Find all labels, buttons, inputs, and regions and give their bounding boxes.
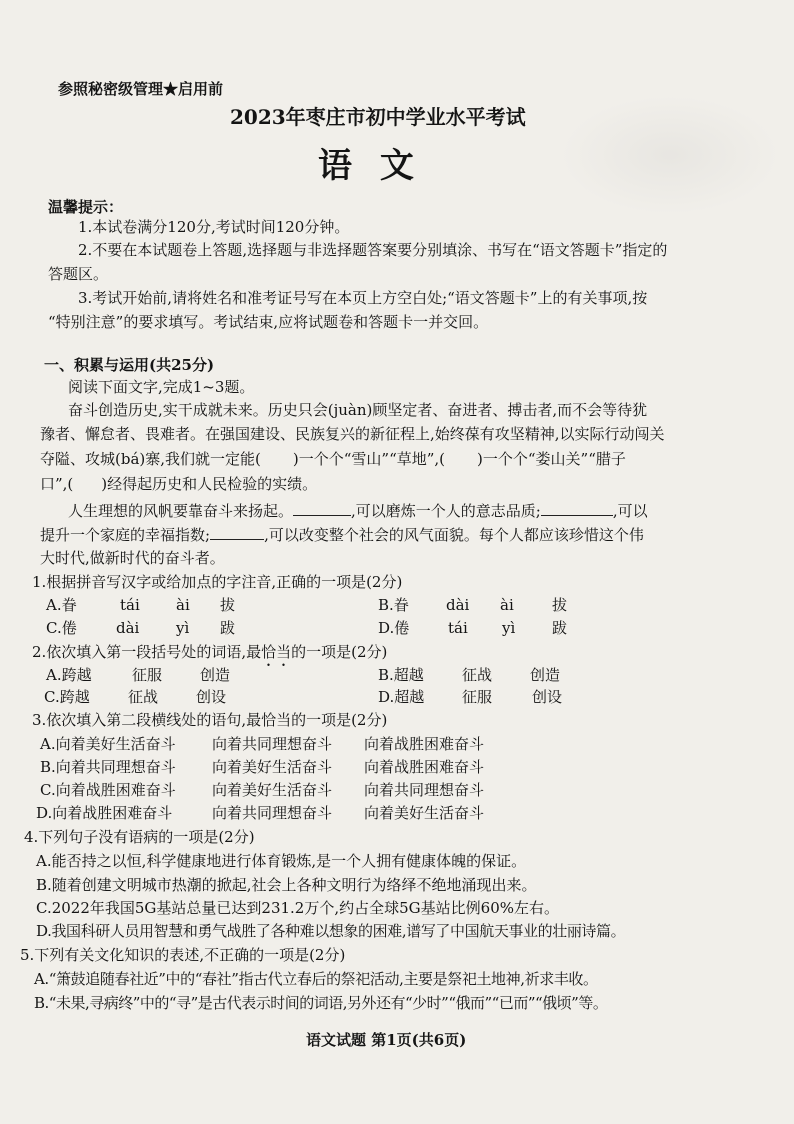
passage-p1-line3 xyxy=(40,450,626,468)
passage-p1-line1: 奋斗创造历史,实干成就未来。历史只会(juàn)顾坚定者、奋进者、搏击者,而不会等待犹 xyxy=(68,401,648,419)
blank-3 xyxy=(210,525,264,540)
passage-p2-line1-c: ,可以 xyxy=(612,502,648,520)
section-title: 一、积累与运用(共25分) xyxy=(44,356,215,374)
passage-p1-line3-a: 夺隘、攻城(bá)寨,我们就一定能( xyxy=(40,450,261,468)
notice-item-3-cont: “特别注意”的要求填写。考试结束,应将试题卷和答题卡一并交回。 xyxy=(48,313,489,331)
passage-p2-line1-b: ,可以磨炼一个人的意志品质; xyxy=(351,502,541,520)
secrecy-label: 参照秘密级管理★启用前 xyxy=(58,80,224,98)
subject-title: 语 文 xyxy=(318,146,422,186)
passage-p2-line1-a: 人生理想的风帆要靠奋斗来扬起。 xyxy=(68,502,294,520)
notice-item-3: 3.考试开始前,请将姓名和准考证号写在本页上方空白处;“语文答题卡”上的有关事项,按 xyxy=(78,289,648,307)
passage-p1-line3-c: )一个个“娄山关”“腊子 xyxy=(477,450,626,468)
exam-page: 参照秘密级管理★启用前 2023年枣庄市初中学业水平考试 语 文 温馨提示： 1.本试卷满分120分,考试时间120分钟。 2.不要在本试题卷上答题,选择题与非选择题答案要分别填涂、书写在“语文答题卡”指定的 答题区。 3.考试开始前,请将姓名和准考证号写在本页上方空白处;“语文答题卡”上的有关事项,按 “特别注意”的要求填写。考试结束,应将试题卷和答题卡一并交回。 一、积累与运用(共25分) 阅读下面文字,完成1~3题。 奋斗创造历史,实干成就未来。历史只会(juàn)顾坚定者、奋进者、搏击者,而不会等待犹 豫者、懈怠者、畏难者。在强国建设、民族复兴的新征程上,始终葆有攻坚精神,以实际行动闯关 夺隘、攻城(bá)寨,我们就一定能( )一个个“雪山”“草地”,( )一个个“娄山关”“腊子 口”,( )经得起历史和人民检验的实绩。 人生理想的风帆要靠奋斗来扬起。 ,可以磨炼一个人的意志品质; ,可以 提升一个家庭的幸福指数; ,可以改变整个社会的风气面貌。每个人都应该珍惜这个伟 大时代,做新时代的奋斗者。 1.根据拼音写汉字或给加点的字注音,正确的一项是(2分) A.眷 tái ài 拔 B.眷 dài ài 拔 C.倦 dài yì 跋 D.倦 tái yì 跋 2.依次填入第一段括号处的词语,最恰当的一项是(2分) A.跨越 征服 创造 B.超越 征战 创造 C.跨越 征战 创设 D.超越 征服 创设 3.依次填入第二段横线处的语句,最恰当的一项是(2分) A.向着美好生活奋斗 向着共同理想奋斗 向着战胜困难奋斗 B.向着共同理想奋斗 向着美好生活奋斗 向着战胜困难奋斗 C.向着战胜困难奋斗 向着美好生活奋斗 向着共同理想奋斗 D.向着战胜困难奋斗 向着共同理想奋斗 向着美好生活奋斗 4.下列句子没有语病的一项是(2分) A.能否持之以恒,科学健康地进行体育锻炼,是一个人拥有健康体魄的保证。 B.随着创建文明城市热潮的掀起,社会上各种文明行为络绎不绝地涌现出来。 C.2022年我国5G基站总量已达到231.2万个,约占全球5G基站比例60%左右。 D.我国科研人员用智慧和勇气战胜了各种难以想象的困难,谱写了中国航天事业的壮丽诗篇。 5.下列有关文化知识的表述,不正确的一项是(2分) A.“箫鼓追随春社近”中的“春社”指古代立春后的祭祀活动,主要是祭祀土地神,祈求丰收。 B.“未果,寻病终”中的“寻”是古代表示时间的词语,另外还有“少时”“俄而”“已而”“俄顷”等。 语文试题 第1页(共6页) xyxy=(0,0,794,1124)
passage-p1-line3-b: )一个个“雪山”“草地”,( xyxy=(292,450,446,468)
q5-stem: 5.下列有关文化知识的表述,不正确的一项是(2分) xyxy=(20,946,346,964)
q2-stem: 2.依次填入第一段括号处的词语,最恰当的一项是(2分) xyxy=(32,643,388,661)
blank-1 xyxy=(293,501,351,516)
q3-stem: 3.依次填入第二段横线处的语句,最恰当的一项是(2分) xyxy=(32,711,388,729)
passage-p2-line2-a: 提升一个家庭的幸福指数; xyxy=(40,526,211,544)
passage-p2-line2 xyxy=(40,525,644,544)
passage-p2-line2-b: ,可以改变整个社会的风气面貌。每个人都应该珍惜这个伟 xyxy=(264,526,644,544)
q4-option-d: D.我国科研人员用智慧和勇气战胜了各种难以想象的困难,谱写了中国航天事业的壮丽诗篇。 xyxy=(36,922,626,940)
q4-option-b: B.随着创建文明城市热潮的掀起,社会上各种文明行为络绎不绝地涌现出来。 xyxy=(36,876,537,894)
notice-item-2: 2.不要在本试题卷上答题,选择题与非选择题答案要分别填涂、书写在“语文答题卡”指定的 xyxy=(78,241,668,259)
blank-2 xyxy=(541,501,613,516)
reading-intro: 阅读下面文字,完成1~3题。 xyxy=(68,378,255,396)
exam-title: 2023年枣庄市初中学业水平考试 xyxy=(230,105,526,129)
passage-p1-line4-a: 口”,( xyxy=(40,475,74,493)
q4-stem: 4.下列句子没有语病的一项是(2分) xyxy=(24,828,255,846)
notice-heading: 温馨提示： xyxy=(48,198,124,216)
passage-p1-line4-b: )经得起历史和人民检验的实绩。 xyxy=(101,475,318,493)
q1-stem: 1.根据拼音写汉字或给加点的字注音,正确的一项是(2分) xyxy=(32,573,403,591)
q5-option-b: B.“未果,寻病终”中的“寻”是古代表示时间的词语,另外还有“少时”“俄而”“已而”“俄顷”等。 xyxy=(34,994,608,1012)
q4-option-a: A.能否持之以恒,科学健康地进行体育锻炼,是一个人拥有健康体魄的保证。 xyxy=(36,852,527,870)
notice-item-1: 1.本试卷满分120分,考试时间120分钟。 xyxy=(78,218,350,236)
passage-p2-line1 xyxy=(68,501,648,520)
page-footer: 语文试题 第1页(共6页) xyxy=(306,1031,467,1049)
q5-option-a: A.“箫鼓追随春社近”中的“春社”指古代立春后的祭祀活动,主要是祭祀土地神,祈求丰收。 xyxy=(34,970,598,988)
passage-p1-line2: 豫者、懈怠者、畏难者。在强国建设、民族复兴的新征程上,始终葆有攻坚精神,以实际行动闯关 xyxy=(40,425,665,443)
passage-p1-line4 xyxy=(40,475,317,493)
notice-item-2-cont: 答题区。 xyxy=(48,265,109,283)
q4-option-c: C.2022年我国5G基站总量已达到231.2万个,约占全球5G基站比例60%左右。 xyxy=(36,899,559,917)
passage-p2-line3: 大时代,做新时代的奋斗者。 xyxy=(40,549,225,567)
